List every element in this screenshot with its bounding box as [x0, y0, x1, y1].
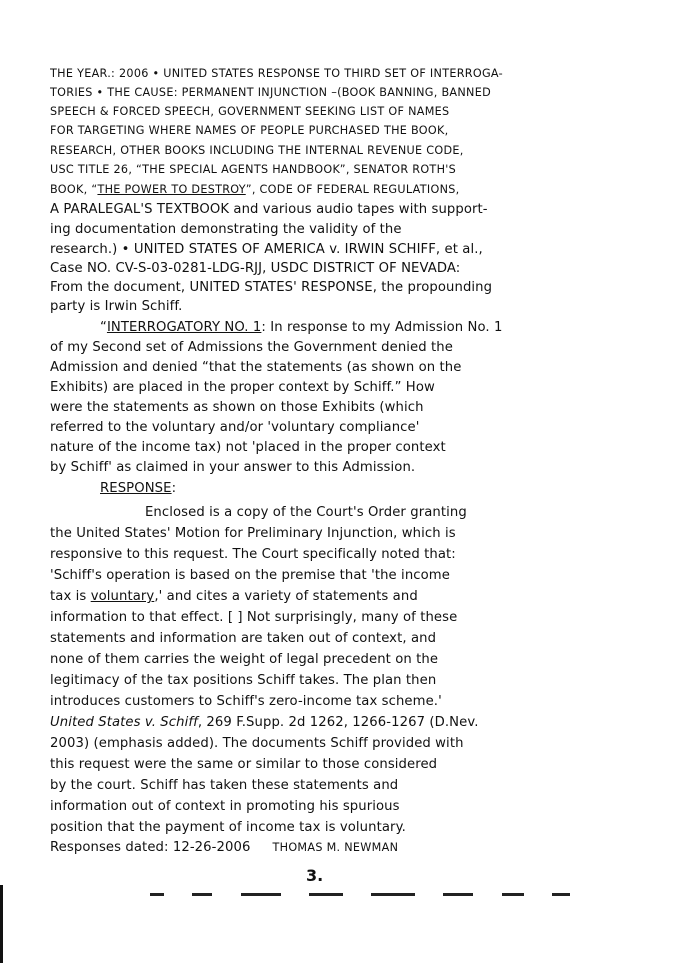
response-line: this request were the same or similar to those considered: [50, 757, 438, 772]
interrogatory-line: of my Second set of Admissions the Government denied the: [50, 340, 453, 355]
interrogatory-heading-line: “INTERROGATORY NO. 1: In response to my Admission No. 1: [100, 320, 503, 335]
voluntary-word: voluntary: [90, 589, 155, 604]
signature-line: [50, 838, 662, 857]
tax-prefix: tax is: [50, 589, 91, 604]
header-line: party is Irwin Schiff.: [50, 299, 183, 314]
left-edge-rule: [0, 885, 3, 963]
interrogatory-line: by Schiff' as claimed in your answer to this Admission.: [50, 460, 416, 475]
interrogatory-line: were the statements as shown on those Exhibits (which: [50, 400, 424, 415]
response-line: introduces customers to Schiff's zero-income tax scheme.': [50, 694, 442, 709]
interrogatory-line: Exhibits) are placed in the proper context by Schiff.” How: [50, 380, 435, 395]
response-line: information out of context in promoting his spurious: [50, 799, 400, 814]
header-line: TORIES • THE CAUSE: PERMANENT INJUNCTION –(BOOK BANNING, BANNED: [50, 86, 492, 99]
header-line: FOR TARGETING WHERE NAMES OF PEOPLE PURCHASED THE BOOK,: [50, 124, 449, 137]
interrogatory-line: nature of the income tax) not 'placed in the proper context: [50, 440, 446, 455]
page-number: 3.: [306, 866, 324, 885]
citation-line: [50, 713, 662, 732]
interrogatory-label: INTERROGATORY NO. 1: [106, 320, 262, 335]
case-citation: , 269 F.Supp. 2d 1262, 1266-1267 (D.Nev.: [197, 715, 479, 730]
case-number-line: Case NO. CV-S-03-0281-LDG-RJJ, USDC DISTRICT OF NEVADA:: [50, 261, 461, 276]
interrogatory-line: Admission and denied “that the statements (as shown on the: [50, 360, 462, 375]
header-line: [50, 180, 662, 199]
response-line: statements and information are taken out of context, and: [50, 631, 437, 646]
response-line: by the court. Schiff has taken these statements and: [50, 778, 399, 793]
response-line: responsive to this request. The Court specifically noted that:: [50, 547, 456, 562]
response-line: information to that effect. [ ] Not surprisingly, many of these: [50, 610, 458, 625]
book-title: THE POWER TO DESTROY: [97, 183, 246, 196]
tax-suffix: ,' and cites a variety of statements and: [154, 589, 418, 604]
interrogatory-line: referred to the voluntary and/or 'voluntary compliance': [50, 420, 420, 435]
header-line: A PARALEGAL'S TEXTBOOK and various audio tapes with support-: [50, 202, 488, 217]
book-suffix: ”, CODE OF FEDERAL REGULATIONS,: [245, 183, 460, 196]
case-name: United States v. Schiff: [50, 715, 198, 730]
signer-name: THOMAS M. NEWMAN: [272, 841, 399, 854]
header-line: SPEECH & FORCED SPEECH, GOVERNMENT SEEKING LIST OF NAMES: [50, 105, 450, 118]
interrogatory-text: : In response to my Admission No. 1: [261, 320, 503, 335]
header-line: research.) • UNITED STATES OF AMERICA v. IRWIN SCHIFF, et al.,: [50, 242, 483, 257]
response-line: position that the payment of income tax is voluntary.: [50, 820, 406, 835]
scan-artifact-marks: [150, 893, 570, 897]
header-line: From the document, UNITED STATES' RESPONSE, the propounding: [50, 280, 493, 295]
response-line: 2003) (emphasis added). The documents Schiff provided with: [50, 736, 464, 751]
response-line: legitimacy of the tax positions Schiff takes. The plan then: [50, 673, 437, 688]
header-line: USC TITLE 26, “THE SPECIAL AGENTS HANDBOOK”, SENATOR ROTH'S: [50, 163, 457, 176]
response-line: 'Schiff's operation is based on the premise that 'the income: [50, 568, 450, 583]
response-label: RESPONSE: [100, 481, 172, 496]
response-colon: :: [171, 481, 177, 496]
header-line: ing documentation demonstrating the validity of the: [50, 222, 402, 237]
header-line: RESEARCH, OTHER BOOKS INCLUDING THE INTERNAL REVENUE CODE,: [50, 144, 464, 157]
response-line: the United States' Motion for Preliminary Injunction, which is: [50, 526, 456, 541]
response-line: none of them carries the weight of legal precedent on the: [50, 652, 439, 667]
response-date: Responses dated: 12-26-2006: [50, 840, 251, 855]
book-prefix: BOOK, “: [50, 183, 98, 196]
header-line: THE YEAR.: 2006 • UNITED STATES RESPONSE TO THIRD SET OF INTERROGA-: [50, 67, 503, 80]
response-line: Enclosed is a copy of the Court's Order granting: [145, 505, 467, 520]
response-heading: [100, 479, 300, 498]
response-line: [50, 587, 662, 606]
